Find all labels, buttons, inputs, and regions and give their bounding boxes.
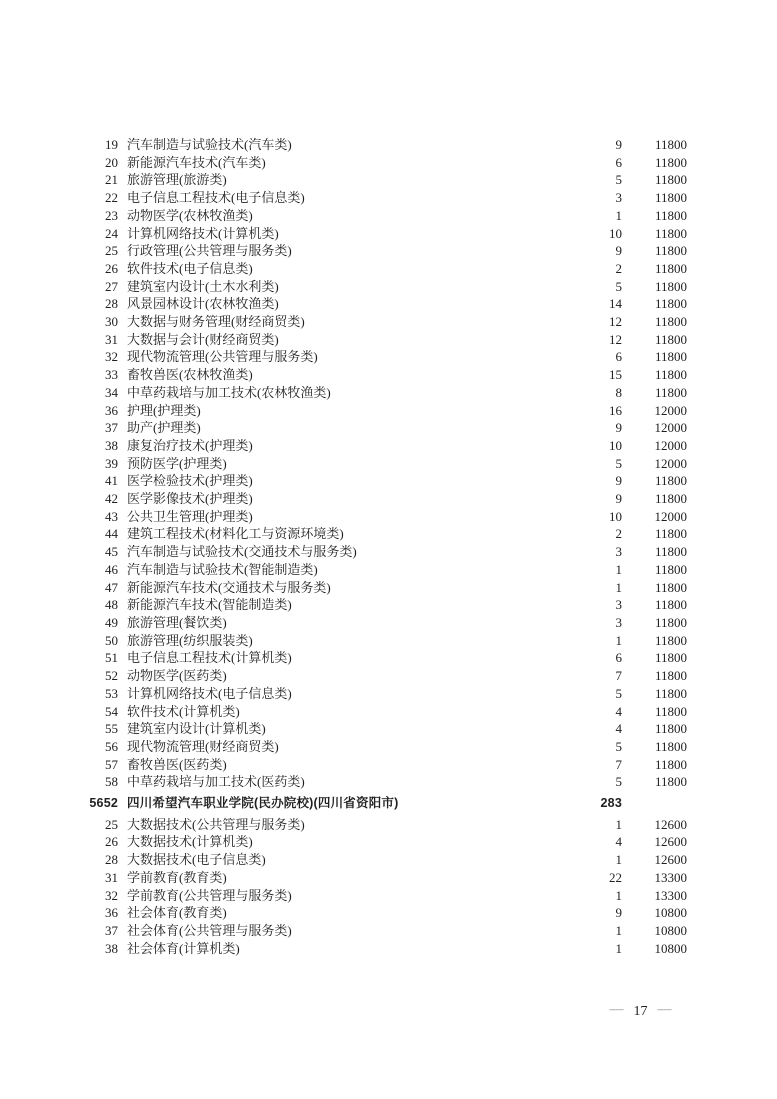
program-name: 汽车制造与试验技术(汽车类) [127,137,292,152]
tuition-fee: 10800 [654,940,687,956]
table-row [0,738,777,756]
tuition-fee: 11800 [654,473,687,489]
plan-count: 3 [615,544,622,560]
plan-count: 22 [609,869,622,885]
program-name: 风景园林设计(农林牧渔类) [127,296,279,312]
tuition-fee: 12600 [654,852,687,868]
program-name: 社会体育(教育类) [127,905,227,921]
table-row [0,242,777,260]
college-code: 5652 [89,796,118,811]
table-row [0,887,777,905]
table-row [0,384,777,402]
row-number: 51 [105,650,118,666]
program-name: 康复治疗技术(护理类) [127,437,253,453]
program-name: 旅游管理(旅游类) [127,172,227,188]
plan-count: 10 [609,225,622,241]
program-name: 动物医学(医药类) [127,668,227,684]
row-number: 30 [105,314,118,330]
tuition-fee: 13300 [654,869,687,885]
table-row [0,922,777,940]
tuition-fee: 12000 [654,508,687,524]
plan-count: 16 [609,402,622,418]
tuition-fee: 11800 [654,491,687,507]
plan-count: 4 [615,834,622,850]
tuition-fee: 12600 [654,816,687,832]
row-number: 21 [105,172,118,188]
college-name: 四川希望汽车职业学院(民办院校)(四川省资阳市) [127,796,399,811]
plan-count: 6 [615,349,622,365]
program-name: 汽车制造与试验技术(智能制造类) [127,561,318,577]
plan-count: 1 [615,852,622,868]
table-row [0,596,777,614]
tuition-fee: 10800 [654,922,687,938]
plan-count: 5 [615,774,622,790]
row-number: 41 [105,473,118,489]
table-row [0,207,777,225]
program-name: 护理(护理类) [127,402,201,418]
table-row [0,816,777,834]
tuition-fee: 12000 [654,420,687,436]
plan-count: 9 [615,491,622,507]
plan-count: 2 [615,260,622,276]
plan-count: 1 [615,579,622,595]
program-name: 软件技术(电子信息类) [127,260,253,276]
plan-count: 5 [615,738,622,754]
tuition-fee: 11800 [654,225,687,241]
tuition-fee: 11800 [654,367,687,383]
program-name: 动物医学(农林牧渔类) [127,207,253,223]
row-number: 38 [105,437,118,453]
table-row [0,366,777,384]
plan-count: 4 [615,703,622,719]
table-row [0,295,777,313]
program-name: 新能源汽车技术(交通技术与服务类) [127,579,331,595]
table-row [0,703,777,721]
tuition-fee: 11800 [654,349,687,365]
table-row [0,869,777,887]
program-name: 建筑室内设计(土木水利类) [127,278,279,294]
table-row [0,260,777,278]
plan-count: 9 [615,473,622,489]
tuition-fee: 11800 [654,296,687,312]
table-row [0,579,777,597]
page-number-dash-right: — [657,1002,672,1017]
tuition-fee: 11800 [654,774,687,790]
row-number: 55 [105,721,118,737]
table-row [0,490,777,508]
program-name: 医学影像技术(护理类) [127,491,253,507]
plan-count: 1 [615,561,622,577]
program-name: 学前教育(教育类) [127,869,227,885]
tuition-fee: 11800 [654,632,687,648]
plan-count: 4 [615,721,622,737]
program-name: 大数据技术(公共管理与服务类) [127,816,305,832]
page-number-value: 17 [633,1004,648,1019]
tuition-fee: 12000 [654,402,687,418]
tuition-fee: 11800 [654,154,687,170]
program-name: 电子信息工程技术(电子信息类) [127,190,305,206]
row-number: 28 [105,852,118,868]
table-row [0,756,777,774]
tuition-fee: 11800 [654,668,687,684]
row-number: 56 [105,738,118,754]
row-number: 31 [105,869,118,885]
program-name: 畜牧兽医(医药类) [127,756,227,772]
table-row [0,472,777,490]
tuition-fee: 11800 [654,137,687,152]
program-name: 助产(护理类) [127,420,201,436]
plan-count: 5 [615,455,622,471]
tuition-fee: 11800 [654,703,687,719]
tuition-fee: 12600 [654,834,687,850]
plan-count: 9 [615,905,622,921]
tuition-fee: 11800 [654,614,687,630]
tuition-fee: 11800 [654,243,687,259]
program-name: 建筑工程技术(材料化工与资源环境类) [127,526,344,542]
table-row [0,154,777,172]
program-name: 大数据与会计(财经商贸类) [127,331,279,347]
tuition-fee: 11800 [654,650,687,666]
program-name: 新能源汽车技术(汽车类) [127,154,266,170]
plan-count: 9 [615,243,622,259]
row-number: 49 [105,614,118,630]
college-fee-blank [622,795,687,813]
plan-count: 1 [615,632,622,648]
row-number: 39 [105,455,118,471]
plan-count: 7 [615,756,622,772]
program-name: 社会体育(公共管理与服务类) [127,922,292,938]
row-number: 28 [105,296,118,312]
tuition-fee: 12000 [654,455,687,471]
table-row [0,508,777,526]
program-name: 大数据技术(计算机类) [127,834,253,850]
row-number: 48 [105,597,118,613]
plan-count: 12 [609,314,622,330]
college-total-count: 283 [600,796,622,811]
tuition-fee: 11800 [654,579,687,595]
tuition-fee: 10800 [654,905,687,921]
row-number: 33 [105,367,118,383]
table-row [0,313,777,331]
table-row [0,189,777,207]
table-row [0,833,777,851]
program-name: 预防医学(护理类) [127,455,227,471]
row-number: 46 [105,561,118,577]
table-row [0,773,777,791]
plan-count: 2 [615,526,622,542]
table-row [0,225,777,243]
row-number: 34 [105,384,118,400]
tuition-fee: 11800 [654,721,687,737]
plan-count: 5 [615,172,622,188]
tuition-fee: 11800 [654,172,687,188]
program-name: 计算机网络技术(电子信息类) [127,685,292,701]
table-row [0,851,777,869]
tuition-fee: 11800 [654,331,687,347]
plan-count: 9 [615,420,622,436]
page-number [563,1004,718,1020]
program-name: 现代物流管理(公共管理与服务类) [127,349,318,365]
program-name: 医学检验技术(护理类) [127,473,253,489]
row-number: 54 [105,703,118,719]
row-number: 36 [105,402,118,418]
program-name: 大数据与财务管理(财经商贸类) [127,314,305,330]
plan-count: 7 [615,668,622,684]
table-row [0,667,777,685]
tuition-fee: 11800 [654,314,687,330]
row-number: 37 [105,922,118,938]
tuition-fee: 11800 [654,756,687,772]
row-number: 58 [105,774,118,790]
plan-count: 9 [615,137,622,152]
row-number: 53 [105,685,118,701]
row-number: 23 [105,207,118,223]
table-row [0,940,777,958]
tuition-fee: 11800 [654,207,687,223]
table-row [0,419,777,437]
row-number: 57 [105,756,118,772]
row-number: 31 [105,331,118,347]
tuition-fee: 11800 [654,561,687,577]
table-row [0,455,777,473]
college-header-row [0,791,777,816]
program-name: 软件技术(计算机类) [127,703,240,719]
tuition-fee: 11800 [654,526,687,542]
table-row [0,561,777,579]
row-number: 44 [105,526,118,542]
table-row [0,543,777,561]
tuition-fee: 13300 [654,887,687,903]
plan-count: 3 [615,597,622,613]
row-number: 25 [105,243,118,259]
row-number: 25 [105,816,118,832]
table-row [0,904,777,922]
program-name: 社会体育(计算机类) [127,940,240,956]
table-row [0,525,777,543]
tuition-fee: 11800 [654,738,687,754]
row-number: 24 [105,225,118,241]
tuition-fee: 11800 [654,278,687,294]
plan-count: 5 [615,685,622,701]
page-number-dash-left: — [609,1002,624,1017]
program-table [0,136,777,957]
plan-count: 10 [609,508,622,524]
tuition-fee: 11800 [654,190,687,206]
plan-count: 6 [615,650,622,666]
row-number: 52 [105,668,118,684]
row-number: 50 [105,632,118,648]
program-name: 建筑室内设计(计算机类) [127,721,266,737]
tuition-fee: 11800 [654,685,687,701]
plan-count: 8 [615,384,622,400]
plan-count: 12 [609,331,622,347]
program-name: 中草药栽培与加工技术(农林牧渔类) [127,384,331,400]
row-number: 27 [105,278,118,294]
row-number: 47 [105,579,118,595]
row-number: 20 [105,154,118,170]
tuition-fee: 11800 [654,260,687,276]
program-name: 汽车制造与试验技术(交通技术与服务类) [127,544,357,560]
plan-count: 1 [615,816,622,832]
tuition-fee: 11800 [654,597,687,613]
table-row [0,331,777,349]
row-number: 36 [105,905,118,921]
plan-count: 1 [615,922,622,938]
plan-count: 1 [615,940,622,956]
program-name: 中草药栽培与加工技术(医药类) [127,774,305,790]
program-name: 畜牧兽医(农林牧渔类) [127,367,253,383]
table-row [0,278,777,296]
row-number: 19 [105,137,118,152]
program-name: 行政管理(公共管理与服务类) [127,243,292,259]
row-number: 32 [105,349,118,365]
row-number: 22 [105,190,118,206]
table-row [0,632,777,650]
table-row [0,136,777,154]
plan-count: 6 [615,154,622,170]
row-number: 32 [105,887,118,903]
row-number: 37 [105,420,118,436]
program-name: 新能源汽车技术(智能制造类) [127,597,292,613]
tuition-fee: 11800 [654,544,687,560]
plan-count: 15 [609,367,622,383]
tuition-fee: 12000 [654,437,687,453]
table-row [0,649,777,667]
program-name: 旅游管理(餐饮类) [127,614,227,630]
row-number: 26 [105,834,118,850]
plan-count: 1 [615,887,622,903]
plan-count: 10 [609,437,622,453]
table-row [0,685,777,703]
program-name: 计算机网络技术(计算机类) [127,225,279,241]
plan-count: 5 [615,278,622,294]
row-number: 43 [105,508,118,524]
table-row [0,171,777,189]
plan-count: 1 [615,207,622,223]
row-number: 38 [105,940,118,956]
program-name: 现代物流管理(财经商贸类) [127,738,279,754]
table-row [0,720,777,738]
row-number: 45 [105,544,118,560]
plan-count: 3 [615,614,622,630]
table-row [0,614,777,632]
plan-count: 3 [615,190,622,206]
program-name: 电子信息工程技术(计算机类) [127,650,292,666]
table-row [0,437,777,455]
table-row [0,402,777,420]
tuition-fee: 11800 [654,384,687,400]
program-name: 学前教育(公共管理与服务类) [127,887,292,903]
row-number: 42 [105,491,118,507]
row-number: 26 [105,260,118,276]
program-name: 旅游管理(纺织服装类) [127,632,253,648]
table-row [0,348,777,366]
plan-count: 14 [609,296,622,312]
program-name: 公共卫生管理(护理类) [127,508,253,524]
program-name: 大数据技术(电子信息类) [127,852,266,868]
